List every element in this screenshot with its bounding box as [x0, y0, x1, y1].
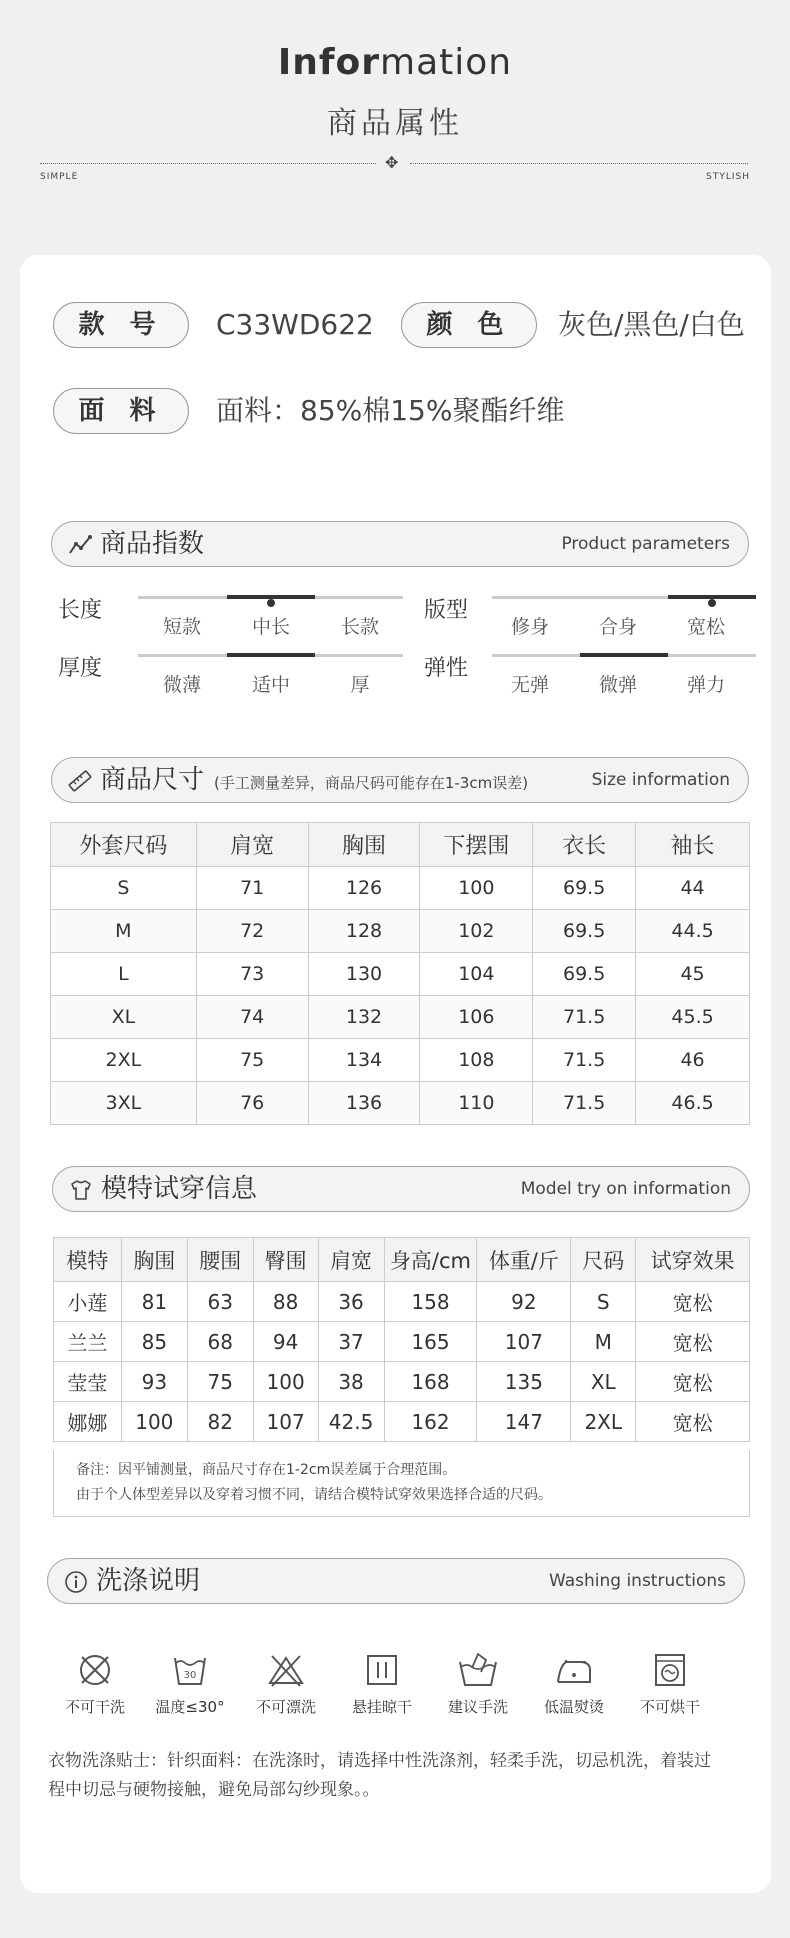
style-number-label: 款 号: [53, 302, 189, 348]
table-cell: 71: [196, 867, 308, 910]
table-row: [51, 1082, 750, 1125]
table-cell: 82: [187, 1402, 253, 1442]
table-header: 模特: [54, 1238, 122, 1282]
table-cell: 75: [196, 1039, 308, 1082]
wash-item: [246, 1650, 326, 1717]
table-row: [51, 1039, 750, 1082]
table-cell: 162: [384, 1402, 477, 1442]
title-bold: Infor: [277, 42, 381, 83]
table-cell: XL: [571, 1362, 636, 1402]
fabric-label: 面 料: [53, 388, 189, 434]
wash-label: 温度≤30°: [155, 1698, 225, 1716]
size-title-text: 商品尺寸: [100, 765, 205, 795]
color-value: 灰色/黑色/白色: [558, 308, 745, 341]
simple-tag: SIMPLE: [40, 172, 79, 182]
table-cell: 莹莹: [54, 1362, 122, 1402]
table-header: 臀围: [253, 1238, 318, 1282]
table-cell: 45: [636, 953, 750, 996]
tshirt-icon: [69, 1178, 93, 1202]
table-cell: 81: [121, 1282, 187, 1322]
table-cell: 134: [308, 1039, 420, 1082]
table-cell: 宽松: [636, 1322, 750, 1362]
table-cell: 100: [253, 1362, 318, 1402]
table-cell: 100: [420, 867, 533, 910]
size-note: (手工测量差异，商品尺码可能存在1-3cm误差): [214, 774, 529, 792]
table-row: [54, 1282, 750, 1322]
thickness-track: [138, 654, 403, 657]
table-cell: 104: [420, 953, 533, 996]
ruler-icon: [68, 769, 92, 793]
table-cell: 102: [420, 910, 533, 953]
table-cell: 72: [196, 910, 308, 953]
table-row: [51, 910, 750, 953]
thickness-selected-bar: [227, 653, 315, 657]
size-table: [50, 822, 750, 1125]
elasticity-option: 微弹: [598, 674, 637, 696]
no-tumble-dry-icon: [650, 1650, 690, 1690]
table-cell: 2XL: [51, 1039, 197, 1082]
model-table: [53, 1237, 750, 1442]
low-iron-icon: [552, 1650, 596, 1690]
length-label: 长度: [58, 598, 103, 623]
table-cell: 娜娜: [54, 1402, 122, 1442]
table-cell: 46.5: [636, 1082, 750, 1125]
table-cell: 44: [636, 867, 750, 910]
model-title: 模特试穿信息: [101, 1174, 258, 1204]
thickness-option: 适中: [251, 674, 290, 696]
table-header-row: [51, 823, 750, 867]
table-cell: 110: [420, 1082, 533, 1125]
table-cell: 46: [636, 1039, 750, 1082]
table-cell: 45.5: [636, 996, 750, 1039]
elasticity-selected-bar: [580, 653, 668, 657]
wash-30-icon: [170, 1650, 210, 1690]
model-note: [53, 1450, 750, 1517]
table-header: 肩宽: [318, 1238, 384, 1282]
table-cell: 135: [477, 1362, 571, 1402]
table-row: [51, 996, 750, 1039]
elasticity-option: 弹力: [686, 674, 725, 696]
table-cell: 38: [318, 1362, 384, 1402]
table-cell: L: [51, 953, 197, 996]
washing-tips: [48, 1747, 748, 1805]
table-header-row: [54, 1238, 750, 1282]
table-cell: 88: [253, 1282, 318, 1322]
table-cell: 132: [308, 996, 420, 1039]
table-cell: 130: [308, 953, 420, 996]
wash-item: [342, 1650, 422, 1717]
color-label: 颜 色: [401, 302, 537, 348]
length-option: 短款: [162, 616, 201, 638]
hang-dry-icon: [362, 1650, 402, 1690]
table-cell: 71.5: [533, 1082, 636, 1125]
product-index-en: Product parameters: [561, 534, 730, 554]
thickness-option: 微薄: [162, 674, 201, 696]
wash-label: 不可漂洗: [255, 1698, 316, 1716]
hand-wash-icon: [456, 1650, 500, 1690]
table-cell: 74: [196, 996, 308, 1039]
table-cell: 85: [121, 1322, 187, 1362]
washing-tips-line: 程中切忌与硬物接触，避免局部勾纱现象。。: [48, 1780, 380, 1800]
table-cell: 71.5: [533, 996, 636, 1039]
table-cell: 37: [318, 1322, 384, 1362]
wash-label: 不可干洗: [64, 1698, 125, 1716]
table-cell: 165: [384, 1322, 477, 1362]
table-cell: 63: [187, 1282, 253, 1322]
table-cell: M: [51, 910, 197, 953]
ornament-icon: ✥: [385, 153, 399, 172]
table-header: 袖长: [636, 823, 750, 867]
table-header: 胸围: [121, 1238, 187, 1282]
thickness-option: 厚: [350, 674, 370, 696]
info-icon: [64, 1570, 88, 1594]
fit-option: 合身: [598, 616, 637, 638]
page-header: [0, 0, 790, 250]
table-cell: 136: [308, 1082, 420, 1125]
table-header: 衣长: [533, 823, 636, 867]
model-header: [52, 1166, 750, 1212]
table-cell: 128: [308, 910, 420, 953]
table-cell: 69.5: [533, 953, 636, 996]
table-cell: 93: [121, 1362, 187, 1402]
table-cell: 94: [253, 1322, 318, 1362]
wash-label: 悬挂晾干: [351, 1698, 412, 1716]
table-cell: 3XL: [51, 1082, 197, 1125]
table-header: 尺码: [571, 1238, 636, 1282]
wash-label: 低温熨烫: [543, 1698, 604, 1716]
fit-dot: [708, 599, 716, 607]
table-header: 腰围: [187, 1238, 253, 1282]
divider-left: [40, 163, 376, 164]
elasticity-track: [492, 654, 756, 657]
no-dry-clean-icon: [75, 1650, 115, 1690]
table-cell: 92: [477, 1282, 571, 1322]
table-cell: M: [571, 1322, 636, 1362]
fabric-value: 面料：85%棉15%聚酯纤维: [216, 394, 565, 427]
table-row: [54, 1362, 750, 1402]
table-cell: 158: [384, 1282, 477, 1322]
table-cell: 168: [384, 1362, 477, 1402]
length-track: [138, 596, 403, 599]
table-cell: XL: [51, 996, 197, 1039]
wash-item: [534, 1650, 614, 1717]
table-cell: 宽松: [636, 1282, 750, 1322]
wash-label: 不可烘干: [639, 1698, 700, 1716]
table-header: 身高/cm: [384, 1238, 477, 1282]
wash-temp-text: 30: [183, 1670, 197, 1681]
wash-item: [438, 1650, 518, 1717]
table-cell: S: [51, 867, 197, 910]
table-row: [51, 953, 750, 996]
table-cell: 108: [420, 1039, 533, 1082]
washing-title: 洗涤说明: [96, 1566, 201, 1596]
washing-tips-line: 衣物洗涤贴士：针织面料：在洗涤时，请选择中性洗涤剂，轻柔手洗，切忌机洗，着装过: [48, 1751, 711, 1771]
table-cell: 2XL: [571, 1402, 636, 1442]
table-cell: 42.5: [318, 1402, 384, 1442]
table-header: 胸围: [308, 823, 420, 867]
table-cell: 69.5: [533, 910, 636, 953]
table-cell: 147: [477, 1402, 571, 1442]
washing-en: Washing instructions: [548, 1571, 726, 1591]
page-subtitle: 商品属性: [327, 106, 463, 141]
wash-item: [630, 1650, 710, 1717]
elasticity-option: 无弹: [510, 674, 549, 696]
fit-option: 宽松: [686, 616, 725, 638]
table-cell: 107: [253, 1402, 318, 1442]
table-cell: 宽松: [636, 1402, 750, 1442]
table-cell: 44.5: [636, 910, 750, 953]
table-header: 试穿效果: [636, 1238, 750, 1282]
product-index-title: 商品指数: [100, 529, 205, 559]
trend-icon: [68, 533, 92, 557]
table-cell: 36: [318, 1282, 384, 1322]
no-bleach-icon: [266, 1650, 306, 1690]
size-header: [51, 757, 749, 803]
size-title: [100, 758, 528, 805]
title-light: mation: [380, 42, 513, 83]
elasticity-label: 弹性: [424, 656, 469, 681]
product-index-header: [51, 521, 749, 567]
stylish-tag: STYLISH: [706, 172, 750, 182]
wash-item: [55, 1650, 135, 1717]
table-header: 肩宽: [196, 823, 308, 867]
table-row: [54, 1402, 750, 1442]
info-card: [20, 255, 771, 1893]
table-cell: 69.5: [533, 867, 636, 910]
table-header: 外套尺码: [51, 823, 197, 867]
table-cell: 兰兰: [54, 1322, 122, 1362]
length-dot: [267, 599, 275, 607]
length-option: 中长: [251, 616, 290, 638]
model-note-line: 由于个人体型差异以及穿着习惯不同，请结合模特试穿效果选择合适的尺码。: [76, 1487, 552, 1503]
table-header: 体重/斤: [477, 1238, 571, 1282]
size-en: Size information: [591, 770, 730, 790]
table-cell: 76: [196, 1082, 308, 1125]
thickness-label: 厚度: [58, 656, 103, 681]
table-cell: 106: [420, 996, 533, 1039]
table-cell: 100: [121, 1402, 187, 1442]
table-cell: 宽松: [636, 1362, 750, 1402]
table-cell: 71.5: [533, 1039, 636, 1082]
table-cell: 107: [477, 1322, 571, 1362]
table-cell: 小莲: [54, 1282, 122, 1322]
model-note-line: 备注：因平铺测量，商品尺寸存在1-2cm误差属于合理范围。: [76, 1462, 457, 1478]
fit-track: [492, 596, 756, 599]
wash-label: 建议手洗: [447, 1698, 508, 1716]
table-row: [54, 1322, 750, 1362]
table-header: 下摆围: [420, 823, 533, 867]
table-cell: 75: [187, 1362, 253, 1402]
table-cell: S: [571, 1282, 636, 1322]
fit-label: 版型: [424, 598, 469, 623]
table-cell: 126: [308, 867, 420, 910]
table-cell: 68: [187, 1322, 253, 1362]
fit-option: 修身: [510, 616, 549, 638]
divider-right: [410, 163, 748, 164]
model-en: Model try on information: [520, 1179, 731, 1199]
length-option: 长款: [340, 616, 379, 638]
washing-header: [47, 1558, 745, 1604]
table-cell: 73: [196, 953, 308, 996]
page-title: [0, 42, 790, 83]
table-row: [51, 867, 750, 910]
style-number-value: C33WD622: [216, 308, 374, 341]
wash-item: [150, 1650, 230, 1717]
